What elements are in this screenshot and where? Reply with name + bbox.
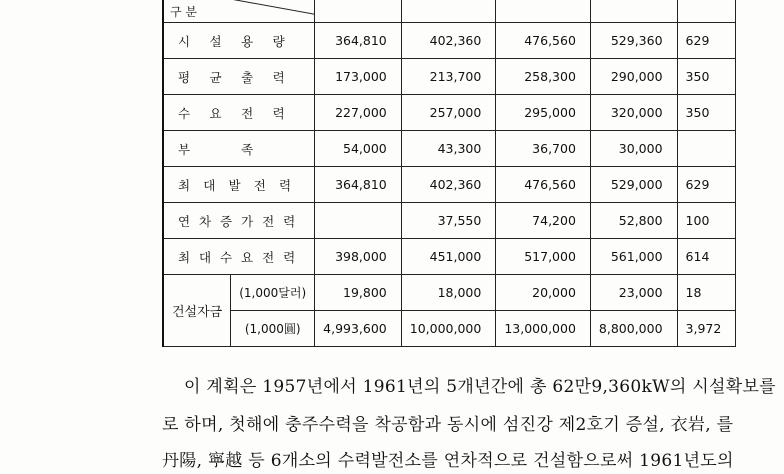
table-cell: 43,300 xyxy=(401,131,496,167)
table-cell: 629 xyxy=(677,167,736,203)
table-cell: 3,972 xyxy=(677,311,736,347)
unit-label: (1,000달러) xyxy=(231,275,315,311)
table-cell: 173,000 xyxy=(315,59,402,95)
table-cell xyxy=(315,203,402,239)
table-cell: 295,000 xyxy=(496,95,591,131)
header-cell xyxy=(496,0,591,23)
label-char: 최 xyxy=(178,177,191,193)
table-cell: 476,560 xyxy=(496,23,591,59)
header-cell xyxy=(401,0,496,23)
table-cell: 398,000 xyxy=(315,239,402,275)
label-char: 력 xyxy=(278,177,292,193)
row-label xyxy=(163,239,315,275)
table-cell: 13,000,000 xyxy=(496,311,591,347)
header-corner-cell xyxy=(163,0,315,23)
table-row xyxy=(163,239,736,275)
table-cell: 364,810 xyxy=(315,23,402,59)
table-cell: 37,550 xyxy=(401,203,496,239)
paragraph-line: 丹陽, 寧越 등 6개소의 수력발전소를 연차적으로 건설함으로써 1961년도의 xyxy=(162,451,734,471)
table-cell: 529,360 xyxy=(590,23,677,59)
row-label-text xyxy=(178,248,304,266)
table-cell xyxy=(677,131,736,167)
label-char: 부 xyxy=(178,141,191,157)
header-cell xyxy=(677,0,736,23)
table-cell: 23,000 xyxy=(590,275,677,311)
table-cell: 320,000 xyxy=(590,95,677,131)
table-cell: 451,000 xyxy=(401,239,496,275)
table-cell: 629 xyxy=(677,23,736,59)
paragraph-line: 이 계획은 1957년에서 1961년의 5개년간에 총 62만9,360kW의 시설확보를 xyxy=(184,377,776,397)
table-cell: 350 xyxy=(677,95,736,131)
label-char: 대 xyxy=(203,177,216,193)
label-char: 량 xyxy=(272,33,285,49)
label-char: 설 xyxy=(209,33,222,49)
table-cell: 10,000,000 xyxy=(401,311,496,347)
table-row xyxy=(163,131,736,167)
table-cell: 20,000 xyxy=(496,275,591,311)
table-cell: 257,000 xyxy=(401,95,496,131)
label-char: 차 xyxy=(199,213,212,229)
label-char: 족 xyxy=(241,141,254,157)
row-label xyxy=(163,95,315,131)
label-char: 가 xyxy=(241,213,254,229)
table-row xyxy=(163,203,736,239)
table-cell: 8,800,000 xyxy=(590,311,677,347)
table-cell: 100 xyxy=(677,203,736,239)
table-row xyxy=(163,311,736,347)
header-cell xyxy=(315,0,402,23)
table-cell: 402,360 xyxy=(401,167,496,203)
row-label-text xyxy=(178,104,304,122)
row-label-text xyxy=(178,176,304,194)
label-char: 전 xyxy=(262,249,275,265)
label-char: 력 xyxy=(283,213,296,229)
label-char: 력 xyxy=(272,69,285,85)
label-char: 수 xyxy=(178,105,191,121)
header-corner-label: 구 분 xyxy=(170,5,197,19)
label-char: 수 xyxy=(220,249,233,265)
row-label xyxy=(163,23,315,59)
row-label xyxy=(163,203,315,239)
unit-label: (1,000圓) xyxy=(231,311,315,347)
label-char: 대 xyxy=(199,249,212,265)
table-cell: 19,800 xyxy=(315,275,402,311)
table-cell: 213,700 xyxy=(401,59,496,95)
table-row xyxy=(163,275,736,311)
table-row xyxy=(163,23,736,59)
label-char: 전 xyxy=(262,213,275,229)
table-cell: 561,000 xyxy=(590,239,677,275)
power-plan-table xyxy=(162,0,736,347)
table-cell: 36,700 xyxy=(496,131,591,167)
row-label-text xyxy=(178,212,304,230)
label-char: 요 xyxy=(209,105,222,121)
table-row xyxy=(163,95,736,131)
label-char: 최 xyxy=(178,249,191,265)
table-cell: 614 xyxy=(677,239,736,275)
table-cell: 258,300 xyxy=(496,59,591,95)
row-label xyxy=(163,167,315,203)
table-row xyxy=(163,59,736,95)
table-cell: 350 xyxy=(677,59,736,95)
table-cell: 529,000 xyxy=(590,167,677,203)
paragraph-line: 로 하며, 첫해에 충주수력을 착공함과 동시에 섬진강 제2호기 증설, 衣岩, 를 xyxy=(162,415,734,435)
row-label xyxy=(163,131,315,167)
table-cell: 74,200 xyxy=(496,203,591,239)
label-char: 발 xyxy=(228,177,241,193)
table-cell: 227,000 xyxy=(315,95,402,131)
label-char: 시 xyxy=(178,33,191,49)
label-char: 력 xyxy=(272,105,285,121)
table-cell: 54,000 xyxy=(315,131,402,167)
table-cell: 18 xyxy=(677,275,736,311)
table-cell: 402,360 xyxy=(401,23,496,59)
row-label xyxy=(163,59,315,95)
label-char: 평 xyxy=(178,69,191,85)
label-char: 력 xyxy=(283,249,296,265)
row-label-text xyxy=(178,140,304,158)
table-cell: 290,000 xyxy=(590,59,677,95)
table-cell: 517,000 xyxy=(496,239,591,275)
label-char: 연 xyxy=(178,213,191,229)
table-cell: 476,560 xyxy=(496,167,591,203)
table-cell: 18,000 xyxy=(401,275,496,311)
label-char: 요 xyxy=(241,249,254,265)
table-row xyxy=(163,167,736,203)
label-char: 균 xyxy=(209,69,222,85)
table-cell: 30,000 xyxy=(590,131,677,167)
construction-funds-label: 건설자금 xyxy=(163,275,231,347)
label-char: 전 xyxy=(253,177,266,193)
label-char: 용 xyxy=(241,33,254,49)
label-char: 출 xyxy=(241,69,254,85)
table-header-row xyxy=(163,0,736,23)
row-label-text xyxy=(178,32,304,50)
table-cell: 4,993,600 xyxy=(315,311,402,347)
label-char: 증 xyxy=(220,213,233,229)
label-char: 전 xyxy=(241,105,254,121)
header-cell xyxy=(590,0,677,23)
table-cell: 364,810 xyxy=(315,167,402,203)
row-label-text xyxy=(178,68,304,86)
table-cell: 52,800 xyxy=(590,203,677,239)
